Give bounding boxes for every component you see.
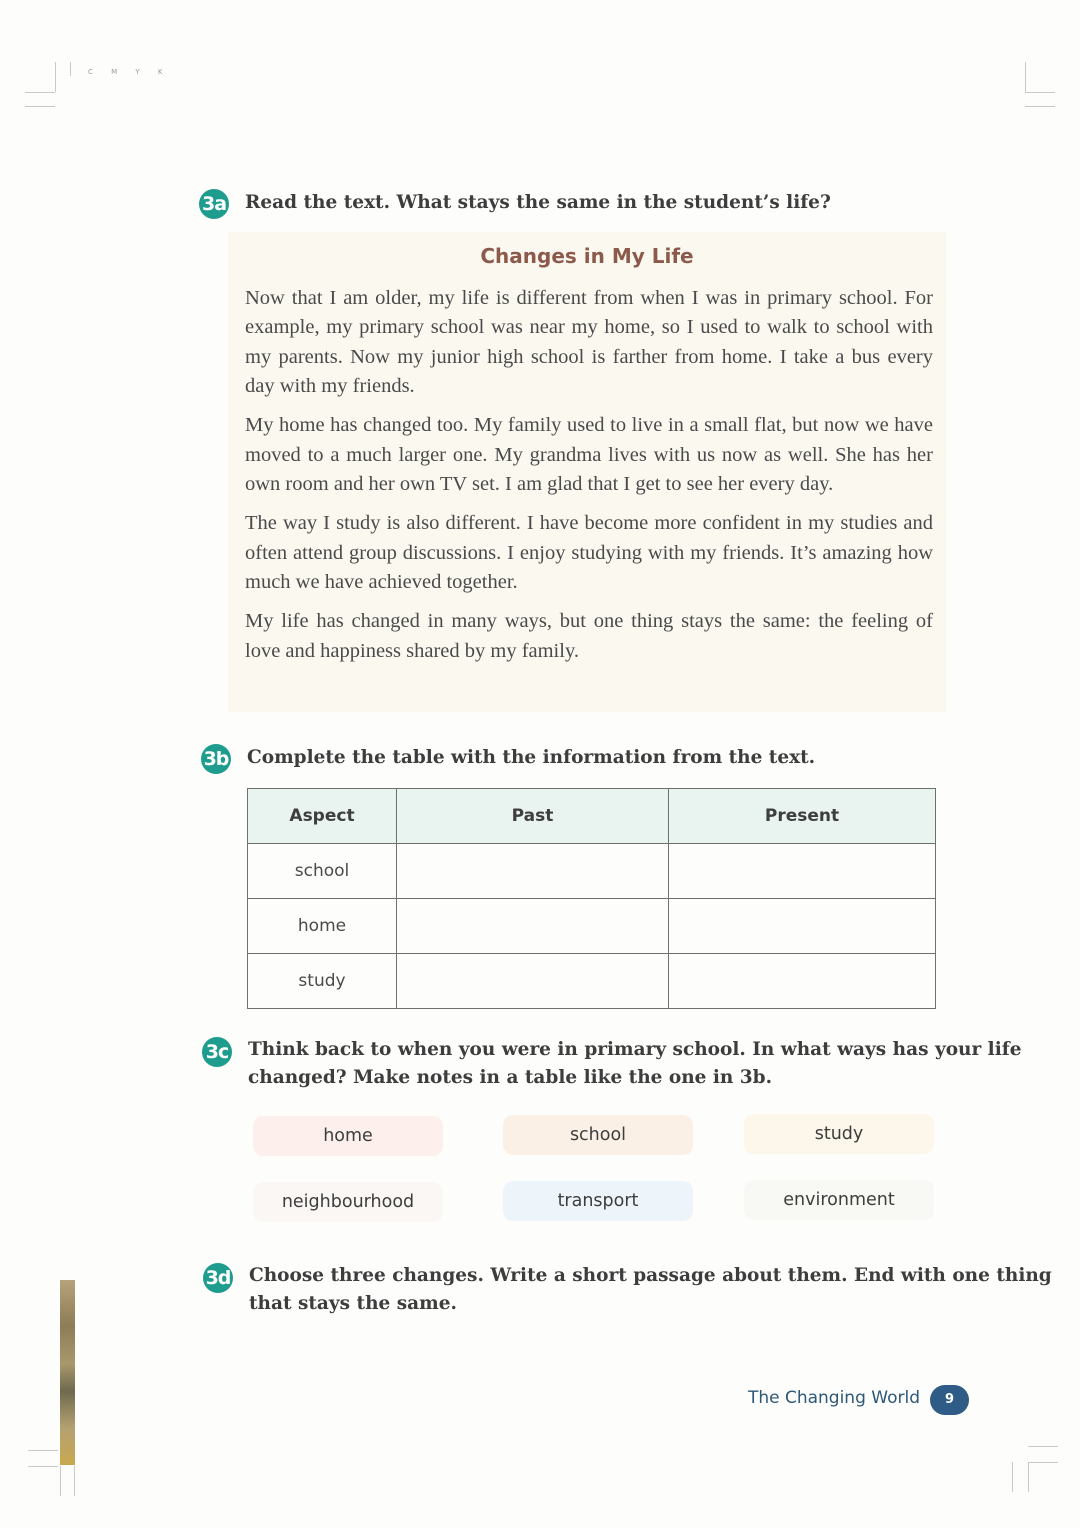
crop-mark <box>1028 1446 1058 1447</box>
instruction-3d-line2: that stays the same. <box>249 1293 457 1314</box>
instruction-3c-line1: Think back to when you were in primary school. In what ways has your life <box>248 1039 1022 1060</box>
crop-mark <box>1028 1462 1029 1492</box>
footer-unit-title: The Changing World <box>747 1388 920 1408</box>
crop-mark <box>1025 106 1055 107</box>
table-header-present: Present <box>669 789 936 844</box>
table-cell-present[interactable] <box>669 899 936 954</box>
topic-chip-neighbourhood: neighbourhood <box>253 1182 443 1222</box>
topic-chip-transport: transport <box>503 1181 693 1221</box>
table-cell-past[interactable] <box>397 844 669 899</box>
instruction-3b: Complete the table with the information from the text. <box>247 747 816 768</box>
crop-mark <box>1012 1462 1013 1492</box>
table-cell-present[interactable] <box>669 844 936 899</box>
table-cell-present[interactable] <box>669 954 936 1009</box>
table-cell-aspect: school <box>248 844 397 899</box>
topic-chip-environment: environment <box>744 1180 934 1220</box>
reading-paragraph: My life has changed in many ways, but one thing stays the same: the feeling of love and happiness shared by my family. <box>245 610 933 662</box>
section-badge-3d: 3d <box>203 1263 233 1293</box>
table-row <box>248 844 936 899</box>
topic-chip-school: school <box>503 1115 693 1155</box>
reading-body <box>245 284 933 676</box>
instruction-3a: Read the text. What stays the same in the student’s life? <box>245 192 831 213</box>
table-cell-aspect: home <box>248 899 397 954</box>
crop-mark <box>70 62 71 76</box>
section-badge-3c: 3c <box>202 1037 232 1067</box>
page-number-badge: 9 <box>930 1385 969 1415</box>
instruction-3d <box>249 1262 1052 1318</box>
reading-paragraph: The way I study is also different. I have become more confident in my studies and often attend group discussions. I enjoy studying with my friends. It’s amazing how much we have achieved together. <box>245 512 933 594</box>
table-header-aspect: Aspect <box>248 789 397 844</box>
reading-title: Changes in My Life <box>480 244 694 268</box>
table-cell-past[interactable] <box>397 899 669 954</box>
topic-chip-home: home <box>253 1116 443 1156</box>
photo-strip-decoration <box>60 1280 75 1465</box>
info-table <box>247 788 936 1009</box>
instruction-3d-line1: Choose three changes. Write a short passage about them. End with one thing <box>249 1265 1052 1286</box>
instruction-3c <box>248 1036 1021 1092</box>
crop-mark <box>60 1466 61 1496</box>
table-row <box>248 899 936 954</box>
crop-mark <box>28 1466 58 1467</box>
table-header-past: Past <box>397 789 669 844</box>
instruction-3c-line2: changed? Make notes in a table like the one in 3b. <box>248 1067 773 1088</box>
table-row <box>248 954 936 1009</box>
table-cell-past[interactable] <box>397 954 669 1009</box>
section-badge-3a: 3a <box>199 189 229 219</box>
crop-mark <box>1028 1462 1058 1463</box>
crop-mark <box>1025 92 1055 93</box>
crop-mark <box>28 1450 58 1451</box>
section-badge-3b: 3b <box>201 744 231 774</box>
crop-mark <box>1025 62 1026 92</box>
crop-mark <box>25 92 55 93</box>
crop-mark <box>74 1466 75 1496</box>
table-header-row <box>248 789 936 844</box>
topic-chip-study: study <box>744 1114 934 1154</box>
cmyk-label: C M Y K <box>88 68 171 76</box>
crop-mark <box>25 106 55 107</box>
crop-mark <box>55 62 56 92</box>
table-cell-aspect: study <box>248 954 397 1009</box>
reading-paragraph: My home has changed too. My family used to live in a small flat, but now we have moved to a much larger one. My grandma lives with us now as well. She has her own room and her own TV set. I am glad that I get to see her every day. <box>245 414 933 496</box>
reading-paragraph: Now that I am older, my life is different from when I was in primary school. For example, my primary school was near my home, so I used to walk to school with my parents. Now my junior high school is farther from home. I take a bus every day with my friends. <box>245 287 933 398</box>
